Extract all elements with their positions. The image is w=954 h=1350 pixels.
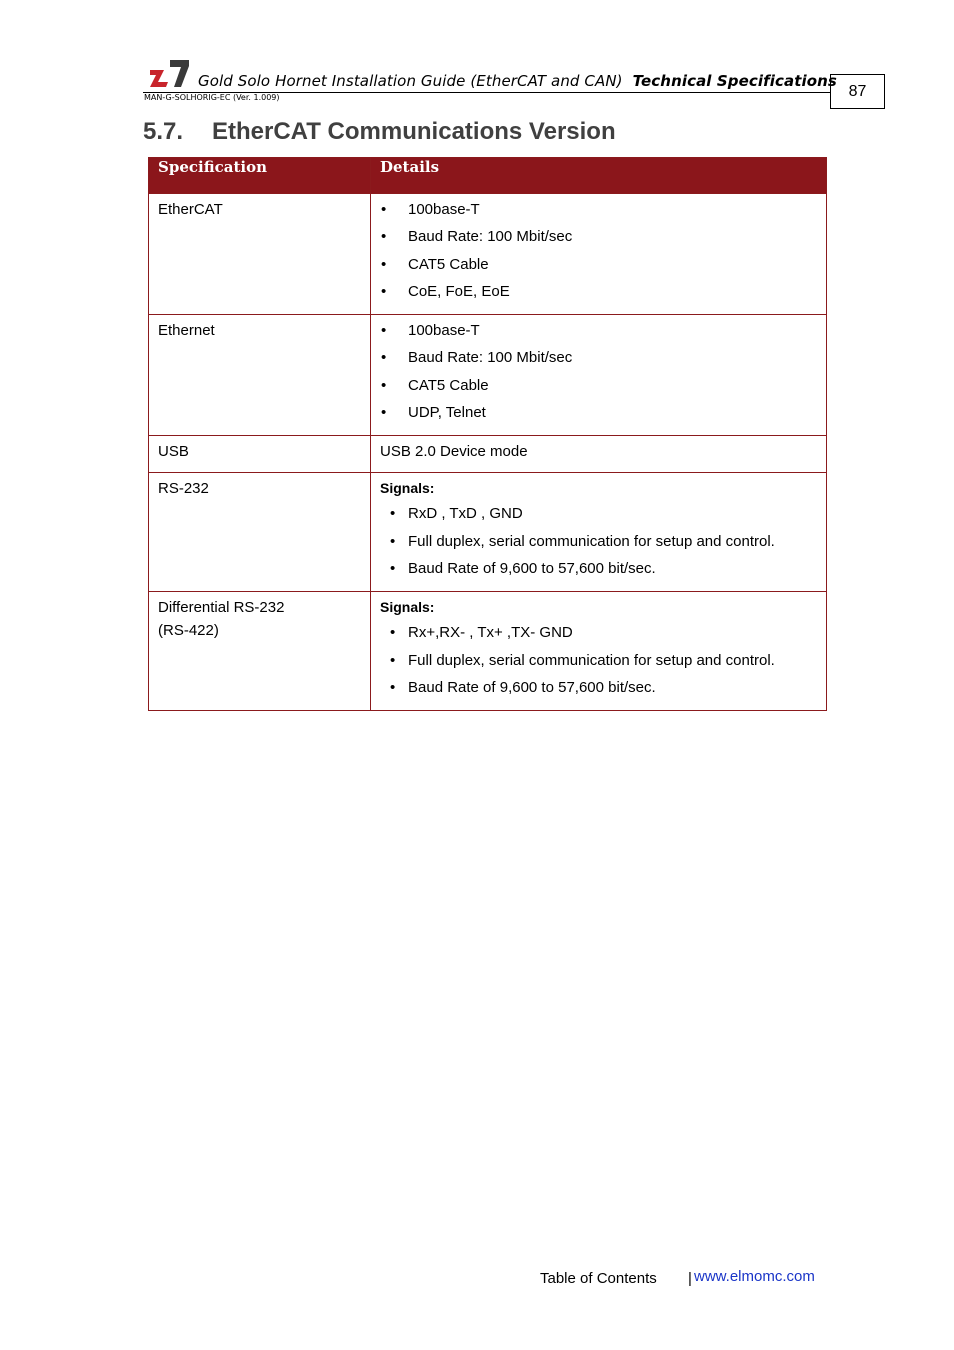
page-number: 87	[830, 74, 885, 109]
details-cell	[371, 473, 827, 592]
table-row	[149, 436, 827, 473]
spec-cell: Ethernet	[149, 315, 371, 436]
section-title: EtherCAT Communications Version	[212, 118, 616, 145]
column-header-specification: Specification	[149, 158, 371, 194]
spec-table	[148, 157, 827, 711]
doc-title: Gold Solo Hornet Installation Guide (EtherCAT and CAN)	[198, 72, 623, 90]
spec-cell: EtherCAT	[149, 194, 371, 315]
details-cell	[371, 194, 827, 315]
list-item: • Full duplex, serial communication for setup and control.	[380, 533, 817, 560]
list-item: • Baud Rate: 100 Mbit/sec	[380, 228, 817, 255]
list-item: • Full duplex, serial communication for setup and control.	[380, 652, 817, 679]
spec-line: (RS-422)	[158, 622, 219, 640]
details-list	[380, 624, 817, 706]
table-row	[149, 592, 827, 711]
details-cell	[371, 592, 827, 711]
section-heading	[143, 118, 616, 146]
list-item: • RxD , TxD , GND	[380, 505, 817, 532]
signals-label: Signals:	[380, 599, 435, 616]
list-item: • UDP, Telnet	[380, 404, 817, 431]
section-number: 5.7.	[143, 118, 184, 145]
doc-code: MAN-G-SOLHORIG-EC (Ver. 1.009)	[144, 93, 280, 102]
details-list	[380, 201, 817, 310]
list-item: • Baud Rate: 100 Mbit/sec	[380, 349, 817, 376]
list-item: • Baud Rate of 9,600 to 57,600 bit/sec.	[380, 679, 817, 706]
list-item: • CoE, FoE, EoE	[380, 283, 817, 310]
details-cell: USB 2.0 Device mode	[371, 436, 827, 473]
table-row	[149, 315, 827, 436]
list-item: • Rx+,RX- , Tx+ ,TX- GND	[380, 624, 817, 651]
list-item: • CAT5 Cable	[380, 377, 817, 404]
details-list	[380, 322, 817, 431]
details-cell	[371, 315, 827, 436]
table-row	[149, 194, 827, 315]
list-item: • 100base-T	[380, 201, 817, 228]
table-header-row	[149, 158, 827, 194]
details-list	[380, 505, 817, 587]
spec-line: Differential RS-232	[158, 599, 285, 617]
section-name: Technical Specifications	[632, 72, 837, 90]
header-title	[198, 72, 837, 90]
spec-cell: RS-232	[149, 473, 371, 592]
column-header-details: Details	[371, 158, 827, 194]
table-row	[149, 473, 827, 592]
table-of-contents-link[interactable]: Table of Contents	[540, 1270, 657, 1287]
website-link[interactable]: www.elmomc.com	[694, 1268, 815, 1285]
footer-separator: |	[688, 1270, 692, 1287]
list-item: • CAT5 Cable	[380, 256, 817, 283]
list-item: • 100base-T	[380, 322, 817, 349]
list-item: • Baud Rate of 9,600 to 57,600 bit/sec.	[380, 560, 817, 587]
signals-label: Signals:	[380, 480, 435, 497]
elmo-logo-icon	[148, 58, 190, 88]
spec-cell: USB	[149, 436, 371, 473]
spec-cell	[149, 592, 371, 711]
